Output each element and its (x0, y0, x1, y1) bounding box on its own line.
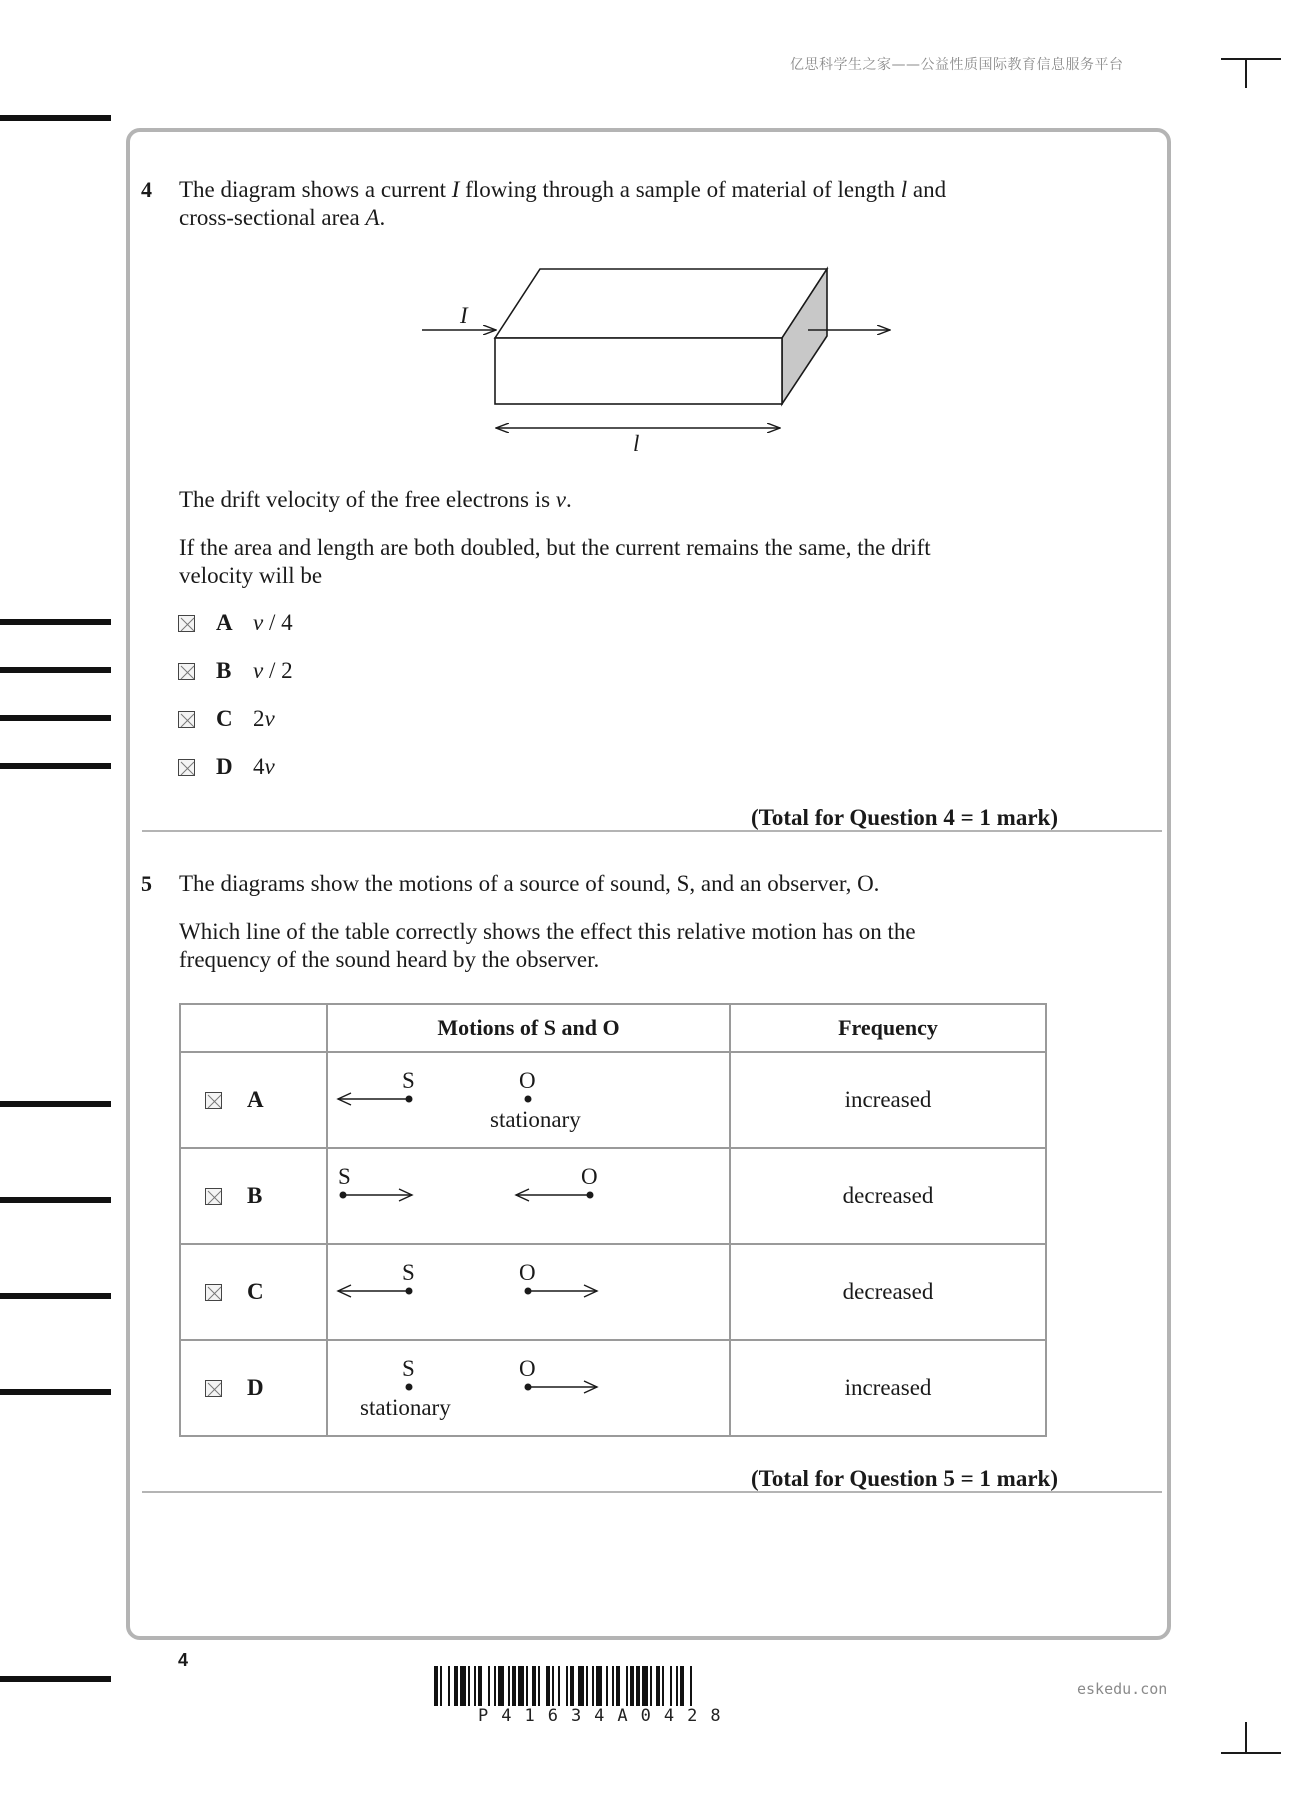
barcode-bar (518, 1666, 524, 1706)
barcode-bar (468, 1666, 470, 1706)
page-number: 4 (178, 1650, 189, 1670)
q5-b-motion-diagram (328, 1149, 729, 1243)
barcode-bar (440, 1666, 442, 1706)
barcode-bar (434, 1666, 438, 1706)
q4-option-c-checkbox[interactable] (178, 711, 195, 728)
barcode-bar (460, 1666, 466, 1706)
q5-table-row (180, 1148, 1046, 1244)
o-dot (525, 1096, 532, 1103)
barcode-bar (676, 1666, 678, 1706)
barcode-bar (494, 1666, 496, 1706)
barcode-bar (498, 1666, 504, 1706)
q5-option-d-letter: D (247, 1375, 264, 1400)
q5-option-a-letter: A (247, 1087, 264, 1112)
q5-total: (Total for Question 5 = 1 mark) (751, 1466, 1058, 1491)
q4-option-c-value: 2v (253, 706, 275, 731)
barcode-bar (680, 1666, 684, 1706)
q4-option-a-checkbox[interactable] (178, 615, 195, 632)
q4-question-line1: If the area and length are both doubled, but the current remains the same, the drift (179, 535, 931, 560)
q5-c-s-label: S (402, 1260, 415, 1285)
o-dot (587, 1192, 594, 1199)
barcode-bar (512, 1666, 516, 1706)
crop-mark (1221, 58, 1281, 60)
q4-label-current: I (460, 303, 468, 328)
q4-question-line2: velocity will be (179, 563, 323, 588)
barcode-text: P41634A0428 (478, 1706, 734, 1726)
barcode-bar (612, 1666, 614, 1706)
q5-d-s-label: S (402, 1356, 415, 1381)
q5-a-s-label: S (402, 1068, 415, 1093)
s-dot (406, 1288, 413, 1295)
q4-option-d-checkbox[interactable] (178, 759, 195, 776)
q5-c-o-label: O (519, 1260, 536, 1285)
q5-b-frequency: decreased (842, 1183, 934, 1208)
barcode-bar (570, 1666, 574, 1706)
q5-d-note: stationary (360, 1395, 451, 1420)
q4-intro-line2: cross-sectional area A. (179, 205, 386, 230)
margin-bar (0, 715, 111, 721)
barcode-bar (488, 1666, 490, 1706)
footer-site: eskedu.con (1077, 1680, 1168, 1698)
q4-option-d-letter: D (216, 754, 233, 779)
q5-intro-line1: The diagrams show the motions of a source of sound, S, and an observer, O. (179, 871, 880, 896)
barcode-bar (474, 1666, 476, 1706)
q5-option-b-checkbox[interactable] (205, 1188, 222, 1205)
q5-b-o-label: O (581, 1164, 598, 1189)
margin-bar (0, 115, 111, 121)
barcode-bar (586, 1666, 588, 1706)
margin-bar (0, 619, 111, 625)
q4-total: (Total for Question 4 = 1 mark) (751, 805, 1058, 830)
q4-option-b-letter: B (216, 658, 232, 683)
q5-a-frequency: increased (844, 1087, 932, 1112)
barcode-bar (448, 1666, 450, 1706)
crop-mark (1221, 1752, 1281, 1754)
q5-d-o-label: O (519, 1356, 536, 1381)
barcode-bar (526, 1666, 528, 1706)
q5-table-row (180, 1244, 1046, 1340)
s-dot (406, 1096, 413, 1103)
barcode-bar (626, 1666, 628, 1706)
margin-bar (0, 1293, 111, 1299)
q4-label-length: l (633, 431, 640, 456)
barcode-bar (690, 1666, 692, 1706)
margin-bar (0, 763, 111, 769)
q4-option-b-value: v / 2 (253, 658, 293, 683)
barcode-bar (616, 1666, 620, 1706)
q5-table (179, 1003, 1047, 1437)
q5-a-o-label: O (519, 1068, 536, 1093)
q4-drift-text: The drift velocity of the free electrons is v. (179, 487, 572, 512)
q5-option-b-letter: B (247, 1183, 263, 1208)
barcode-bar (566, 1666, 568, 1706)
barcode-bar (578, 1666, 584, 1706)
barcode-bar (454, 1666, 458, 1706)
q5-c-frequency: decreased (842, 1279, 934, 1304)
barcode-bar (630, 1666, 634, 1706)
q4-option-d-value: 4v (253, 754, 275, 779)
q5-option-c-checkbox[interactable] (205, 1284, 222, 1301)
q4-divider (142, 830, 1162, 832)
barcode-bar (656, 1666, 660, 1706)
barcode-bar (596, 1666, 602, 1706)
block-top-face (495, 269, 827, 338)
barcode-bar (552, 1666, 554, 1706)
q4-option-a-letter: A (216, 610, 233, 635)
barcode (434, 1666, 866, 1706)
barcode-bar (650, 1666, 652, 1706)
q4-intro-line1: The diagram shows a current I flowing through a sample of material of length l and (179, 177, 947, 202)
q5-number: 5 (141, 871, 152, 896)
barcode-bar (538, 1666, 540, 1706)
q4-number: 4 (141, 177, 152, 202)
barcode-bar (606, 1666, 608, 1706)
barcode-bar (642, 1666, 648, 1706)
barcode-bar (558, 1666, 560, 1706)
barcode-bar (478, 1666, 482, 1706)
margin-bar (0, 667, 111, 673)
margin-bar (0, 1101, 111, 1107)
q5-question-line1: Which line of the table correctly shows the effect this relative motion has on the (179, 919, 916, 944)
s-dot (406, 1384, 413, 1391)
crop-mark (1245, 1722, 1247, 1752)
q5-option-a-checkbox[interactable] (205, 1092, 222, 1109)
header-site-text: 亿思科学生之家——公益性质国际教育信息服务平台 (790, 57, 1124, 73)
q4-option-b-checkbox[interactable] (178, 663, 195, 680)
crop-mark (1245, 58, 1247, 88)
barcode-bar (532, 1666, 536, 1706)
q5-b-s-label: S (338, 1164, 351, 1189)
margin-bar (0, 1676, 111, 1682)
q5-a-note: stationary (490, 1107, 581, 1132)
barcode-bar (546, 1666, 550, 1706)
q5-table-header (180, 1004, 1046, 1052)
barcode-bar (670, 1666, 672, 1706)
block-front-face (495, 338, 782, 404)
q5-table-row (180, 1052, 1046, 1148)
q5-divider (142, 1491, 1162, 1493)
q5-header-blank (180, 1004, 327, 1052)
q5-question-line2: frequency of the sound heard by the observer. (179, 947, 600, 972)
barcode-bar (636, 1666, 640, 1706)
margin-bar (0, 1197, 111, 1203)
barcode-bar (592, 1666, 594, 1706)
q4-option-c-letter: C (216, 706, 233, 731)
q5-header-frequency: Frequency (730, 1004, 1046, 1052)
q5-table-row (180, 1340, 1046, 1436)
q4-option-a-value: v / 4 (253, 610, 293, 635)
barcode-bar (508, 1666, 510, 1706)
q4-block-diagram (410, 258, 900, 458)
q5-header-motions: Motions of S and O (327, 1004, 730, 1052)
q5-d-frequency: increased (844, 1375, 932, 1400)
margin-bar (0, 1389, 111, 1395)
barcode-bar (662, 1666, 664, 1706)
q5-option-d-checkbox[interactable] (205, 1380, 222, 1397)
q5-option-c-letter: C (247, 1279, 264, 1304)
